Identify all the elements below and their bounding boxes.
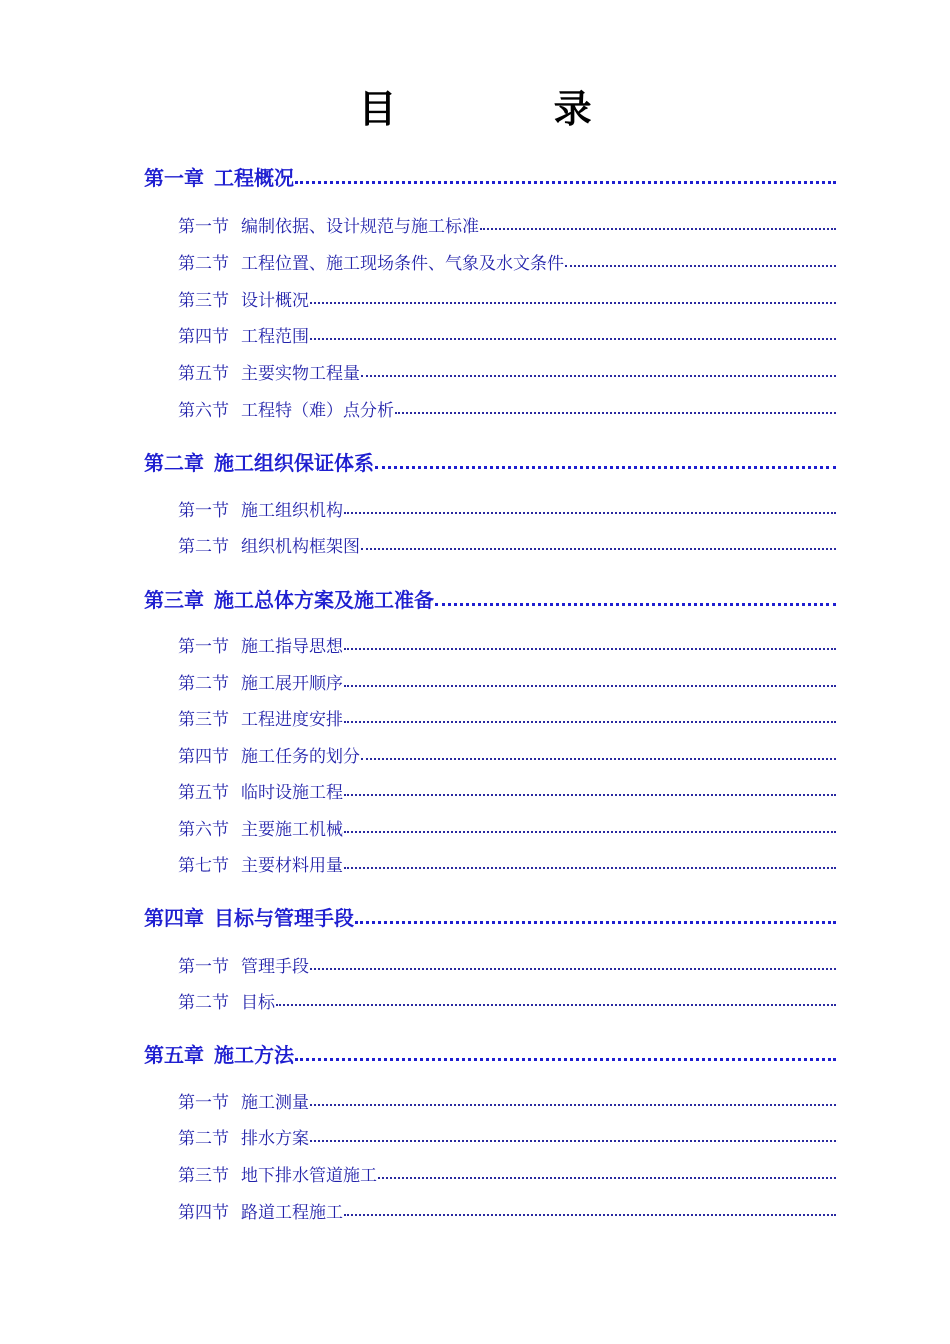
dot-leader xyxy=(344,685,836,687)
section-label: 排水方案 xyxy=(241,1129,309,1149)
section-label: 设计概况 xyxy=(241,291,309,311)
section-number: 第七节 xyxy=(178,856,229,876)
toc-section-entry[interactable] xyxy=(178,988,836,1012)
dot-leader xyxy=(480,228,836,230)
section-label: 编制依据、设计规范与施工标准 xyxy=(241,217,479,237)
dot-leader xyxy=(435,603,836,606)
section-label: 组织机构框架图 xyxy=(241,537,360,557)
chapter-label: 目标与管理手段 xyxy=(214,906,354,930)
dot-leader xyxy=(310,1140,836,1142)
section-label: 主要实物工程量 xyxy=(241,364,360,384)
section-label: 工程位置、施工现场条件、气象及水文条件 xyxy=(241,254,564,274)
dot-leader xyxy=(310,968,836,970)
toc-section-entry[interactable] xyxy=(178,1161,836,1185)
section-number: 第四节 xyxy=(178,1203,229,1223)
dot-leader xyxy=(344,1214,836,1216)
section-number: 第四节 xyxy=(178,747,229,767)
toc-chapter-entry[interactable] xyxy=(144,584,836,612)
dot-leader xyxy=(310,1104,836,1106)
section-number: 第五节 xyxy=(178,364,229,384)
chapter-number: 第三章 xyxy=(144,588,204,612)
toc-section-entry[interactable] xyxy=(178,705,836,729)
section-label: 主要施工机械 xyxy=(241,820,343,840)
toc-section-entry[interactable] xyxy=(178,1124,836,1148)
section-label: 施工测量 xyxy=(241,1093,309,1113)
section-number: 第五节 xyxy=(178,783,229,803)
toc-chapter-entry[interactable] xyxy=(144,1039,836,1067)
section-number: 第一节 xyxy=(178,957,229,977)
section-label: 工程特（难）点分析 xyxy=(241,401,394,421)
toc-section-entry[interactable] xyxy=(178,212,836,236)
dot-leader xyxy=(378,1177,836,1179)
toc-chapter-entry[interactable] xyxy=(144,162,836,190)
toc-section-entry[interactable] xyxy=(178,851,836,875)
dot-leader xyxy=(361,758,836,760)
section-number: 第二节 xyxy=(178,537,229,557)
toc-section-entry[interactable] xyxy=(178,496,836,520)
chapter-label: 工程概况 xyxy=(214,166,294,190)
section-number: 第二节 xyxy=(178,1129,229,1149)
chapter-label: 施工方法 xyxy=(214,1043,294,1067)
toc-section-entry[interactable] xyxy=(178,778,836,802)
section-number: 第二节 xyxy=(178,993,229,1013)
dot-leader xyxy=(395,412,836,414)
chapter-number: 第四章 xyxy=(144,906,204,930)
section-label: 主要材料用量 xyxy=(241,856,343,876)
section-number: 第二节 xyxy=(178,254,229,274)
dot-leader xyxy=(310,302,836,304)
section-label: 施工展开顺序 xyxy=(241,674,343,694)
dot-leader xyxy=(310,338,836,340)
section-number: 第一节 xyxy=(178,1093,229,1113)
dot-leader xyxy=(295,181,836,184)
toc-section-entry[interactable] xyxy=(178,286,836,310)
section-label: 工程范围 xyxy=(241,327,309,347)
section-number: 第六节 xyxy=(178,401,229,421)
toc-title: 目 录 xyxy=(358,87,664,131)
section-label: 施工指导思想 xyxy=(241,637,343,657)
dot-leader xyxy=(375,466,836,469)
dot-leader xyxy=(565,265,836,267)
toc-chapter-entry[interactable] xyxy=(144,902,836,930)
section-label: 工程进度安排 xyxy=(241,710,343,730)
toc-section-entry[interactable] xyxy=(178,815,836,839)
section-number: 第一节 xyxy=(178,501,229,521)
toc-section-entry[interactable] xyxy=(178,742,836,766)
dot-leader xyxy=(344,648,836,650)
dot-leader xyxy=(344,794,836,796)
section-label: 施工组织机构 xyxy=(241,501,343,521)
dot-leader xyxy=(344,721,836,723)
chapter-number: 第五章 xyxy=(144,1043,204,1067)
section-label: 路道工程施工 xyxy=(241,1203,343,1223)
toc-chapter-entry[interactable] xyxy=(144,447,836,475)
section-number: 第六节 xyxy=(178,820,229,840)
dot-leader xyxy=(295,1058,836,1061)
chapter-number: 第二章 xyxy=(144,451,204,475)
toc-section-entry[interactable] xyxy=(178,396,836,420)
section-number: 第一节 xyxy=(178,637,229,657)
dot-leader xyxy=(344,512,836,514)
section-number: 第三节 xyxy=(178,291,229,311)
section-label: 目标 xyxy=(241,993,275,1013)
dot-leader xyxy=(344,831,836,833)
section-number: 第四节 xyxy=(178,327,229,347)
chapter-label: 施工总体方案及施工准备 xyxy=(214,588,434,612)
section-label: 施工任务的划分 xyxy=(241,747,360,767)
toc-section-entry[interactable] xyxy=(178,952,836,976)
section-label: 临时设施工程 xyxy=(241,783,343,803)
toc-section-entry[interactable] xyxy=(178,1198,836,1222)
dot-leader xyxy=(361,548,836,550)
toc-section-entry[interactable] xyxy=(178,669,836,693)
toc-section-entry[interactable] xyxy=(178,632,836,656)
toc-section-entry[interactable] xyxy=(178,1088,836,1112)
toc-section-entry[interactable] xyxy=(178,359,836,383)
dot-leader xyxy=(355,921,836,924)
chapter-number: 第一章 xyxy=(144,166,204,190)
section-number: 第三节 xyxy=(178,1166,229,1186)
section-label: 管理手段 xyxy=(241,957,309,977)
section-label: 地下排水管道施工 xyxy=(241,1166,377,1186)
dot-leader xyxy=(276,1004,836,1006)
dot-leader xyxy=(361,375,836,377)
section-number: 第三节 xyxy=(178,710,229,730)
dot-leader xyxy=(344,867,836,869)
toc-section-entry[interactable] xyxy=(178,249,836,273)
toc-section-entry[interactable] xyxy=(178,322,836,346)
chapter-label: 施工组织保证体系 xyxy=(214,451,374,475)
section-number: 第二节 xyxy=(178,674,229,694)
section-number: 第一节 xyxy=(178,217,229,237)
toc-section-entry[interactable] xyxy=(178,532,836,556)
